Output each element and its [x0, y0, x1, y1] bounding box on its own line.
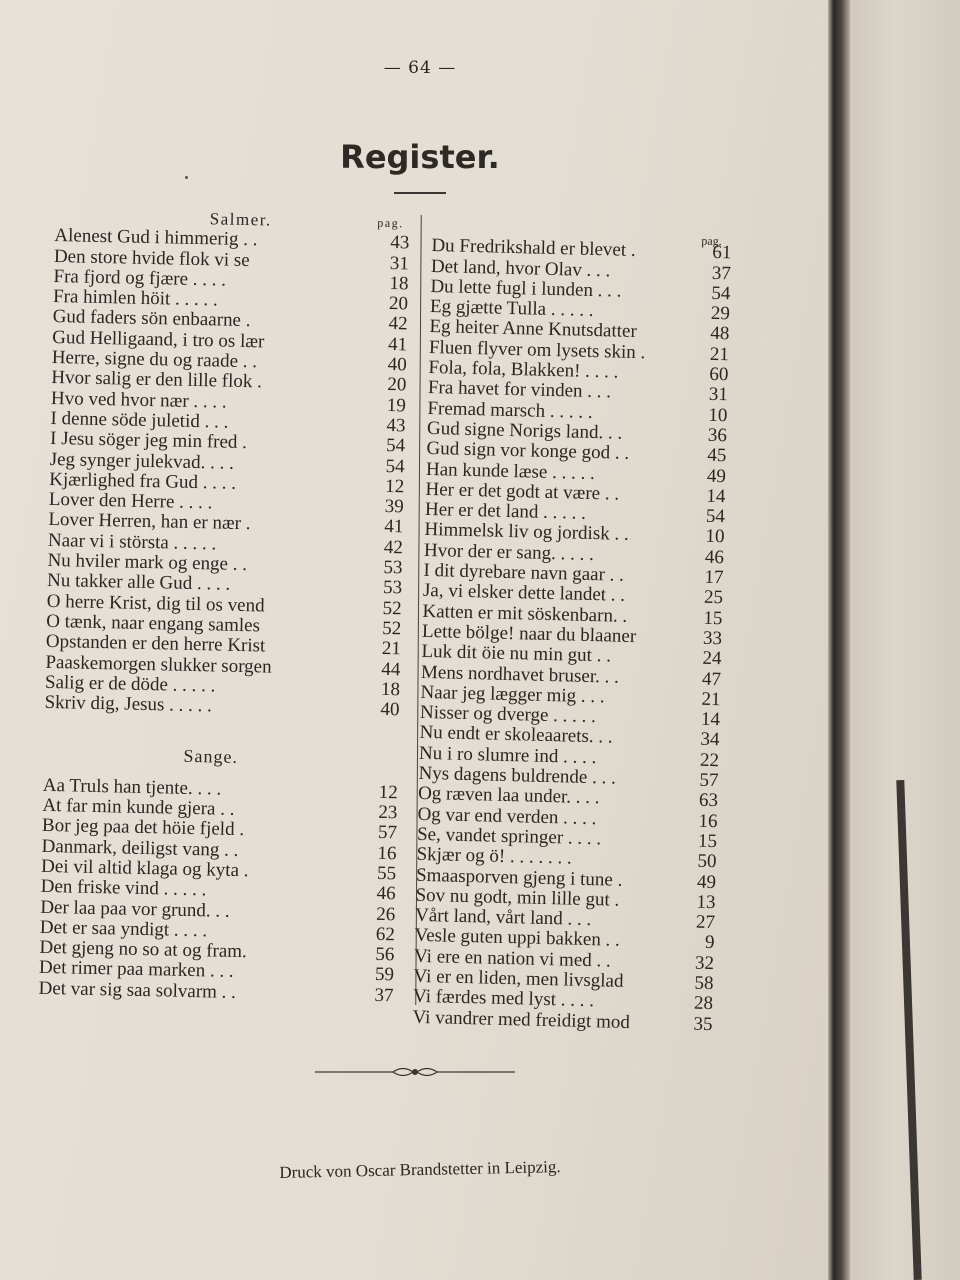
entry-title: Fra himlen höit . . . . . — [52, 286, 218, 311]
entry-page: 46 — [704, 546, 725, 568]
right-list — [412, 236, 731, 1035]
sange-heading: Sange. — [183, 746, 239, 768]
entry-page: 18 — [389, 272, 409, 295]
entry-page: 9 — [704, 932, 715, 954]
entry-page: 27 — [695, 911, 716, 934]
entry-page: 20 — [388, 293, 409, 315]
entry-page: 15 — [697, 830, 718, 853]
entry-page: 13 — [696, 891, 716, 913]
entry-page: 31 — [708, 384, 729, 406]
entry-title: Vi vandrer med freidigt mod — [412, 1006, 631, 1033]
entry-page: 45 — [707, 445, 727, 467]
entry-page: 22 — [699, 749, 720, 771]
entry-page: 49 — [696, 871, 717, 893]
entry-page: 12 — [384, 475, 405, 498]
entry-title: Aa Truls han tjente. . . . — [42, 774, 222, 800]
entry-page: 54 — [705, 505, 726, 528]
entry-page: 58 — [694, 972, 714, 995]
entry-page: 42 — [388, 313, 408, 335]
entry-page: 26 — [376, 903, 396, 925]
entry-page: 14 — [706, 485, 726, 508]
entry-page: 60 — [709, 363, 729, 386]
entry-page: 48 — [710, 323, 730, 345]
entry-page: 42 — [383, 536, 404, 559]
entry-page: 54 — [711, 282, 731, 305]
entry-title: Katten er mit söskenbarn. . — [422, 600, 628, 627]
left-column — [38, 206, 410, 1006]
entry-title: Lette bölge! naar du blaaner — [421, 620, 637, 648]
printer-imprint: Druck von Oscar Brandstetter in Leipzig. — [279, 1157, 561, 1182]
entry-page: 21 — [381, 638, 402, 660]
entry-title: Jeg synger julekvad. . . . — [49, 448, 235, 474]
entry-title: Hvor der er sang. . . . . — [423, 539, 595, 565]
entry-title: Vi ere en nation vi med . . — [413, 945, 612, 972]
entry-page: 21 — [709, 343, 730, 366]
entry-page: 16 — [698, 810, 718, 832]
entry-title: Eg heiter Anne Knutsdatter — [429, 316, 638, 343]
entry-page: 52 — [382, 617, 402, 640]
entry-title: Herre, signe du og raade . . — [51, 347, 258, 373]
entry-title: Kjærlighed fra Gud . . . . — [49, 468, 237, 494]
entry-page: 25 — [703, 587, 724, 609]
entry-page: 61 — [712, 242, 732, 264]
entry-title: Nys dagens buldrende . . . — [418, 762, 617, 789]
entry-page: 46 — [376, 883, 396, 905]
entry-page: 10 — [708, 404, 728, 426]
entry-title: O tænk, naar engang samles — [46, 610, 261, 637]
entry-page: 33 — [702, 627, 723, 650]
entry-page: 31 — [389, 252, 410, 275]
entry-page: 40 — [387, 354, 407, 376]
entry-title: Naar jeg lægger mig . . . — [420, 681, 605, 708]
entry-page: 24 — [702, 647, 722, 670]
entry-title: Skjær og ö! . . . . . . . — [416, 844, 572, 869]
page-title: Register. — [340, 138, 500, 176]
entry-page: 53 — [383, 557, 403, 579]
entry-page: 50 — [697, 850, 717, 873]
salmer-list — [44, 226, 409, 720]
entry-page: 34 — [700, 729, 720, 751]
entry-title: Og var end verden . . . . — [417, 803, 597, 829]
entry-title: Danmark, deiligst vang . . — [41, 835, 239, 861]
entry-title: Vi færdes med lyst . . . . — [412, 986, 595, 1012]
entry-title: Det gjeng no so at og fram. — [39, 936, 248, 963]
entry-page: 32 — [694, 952, 715, 974]
entry-page: 37 — [711, 262, 732, 284]
entry-page: 15 — [703, 607, 723, 629]
entry-title: Lover Herren, han er nær . — [48, 509, 251, 535]
entry-title: Mens nordhavet bruser. . . — [420, 661, 620, 688]
entry-page: 55 — [376, 862, 397, 885]
entry-page: 17 — [704, 566, 724, 589]
entry-title: Gud Helligaand, i tro os lær — [52, 326, 265, 353]
entry-title: Det var sig saa solvarm . . — [38, 977, 237, 1003]
entry-title: Den store hvide flok vi se — [53, 245, 250, 271]
entry-title: Nu endt er skoleaarets. . . — [419, 722, 613, 748]
entry-title: Det land, hvor Olav . . . — [430, 255, 611, 281]
entry-page: 29 — [710, 303, 731, 325]
entry-title: Alenest Gud i himmerig . . — [54, 225, 258, 251]
entry-title: I Jesu söger jeg min fred . — [49, 428, 248, 454]
entry-title: Bor jeg paa det höie fjeld . — [41, 815, 245, 841]
entry-page: 37 — [374, 984, 394, 1006]
entry-title: Nu i ro slumre ind . . . . — [418, 742, 597, 768]
entry-page: 57 — [377, 822, 398, 844]
entry-page: 54 — [385, 435, 406, 457]
entry-page: 63 — [698, 790, 719, 812]
entry-title: Fola, fola, Blakken! . . . . — [428, 357, 619, 383]
entry-title: Det rimer paa marken . . . — [38, 957, 234, 983]
entry-page: 44 — [381, 658, 401, 680]
entry-page: 41 — [384, 516, 404, 538]
entry-page: 53 — [382, 577, 403, 599]
entry-page: 23 — [378, 801, 398, 824]
entry-title: At far min kunde gjera . . — [42, 794, 235, 820]
entry-title: Vesle guten uppi bakken . . — [414, 925, 621, 952]
pag-label: pag. — [377, 215, 404, 231]
entry-title: Naar vi i största . . . . . — [47, 529, 217, 555]
entry-title: Fremad marsch . . . . . — [427, 397, 593, 423]
entry-title: Salig er de döde . . . . . — [44, 671, 216, 697]
entry-page: 57 — [699, 769, 719, 792]
entry-page: 10 — [705, 526, 725, 548]
entry-title: Paaskemorgen slukker sorgen — [45, 651, 272, 678]
entry-page: 16 — [377, 842, 397, 864]
entry-title: Fra havet for vinden . . . — [427, 377, 612, 403]
entry-title: Her er det godt at være . . — [425, 478, 620, 505]
entry-page: 20 — [387, 374, 407, 396]
entry-title: Lover den Herre . . . . — [48, 489, 213, 514]
entry-page: 12 — [378, 781, 399, 804]
pag-label-right: pag. — [701, 233, 722, 249]
entry-page: 35 — [693, 1013, 713, 1035]
entry-title: Vi er en liden, men livsglad — [413, 965, 624, 992]
entry-page: 19 — [386, 394, 407, 417]
entry-title: Nu hviler mark og enge . . — [47, 549, 248, 576]
entry-title: Hvor salig er den lille flok . — [51, 367, 263, 393]
ornament-rule — [315, 1062, 515, 1082]
entry-title: Du lette fugl i lunden . . . — [430, 275, 622, 302]
ink-speck — [185, 176, 188, 179]
entry-title: Smaasporven gjeng i tune . — [415, 864, 623, 891]
entry-title: Du Fredrikshald er blevet . — [431, 235, 636, 262]
entry-title: Vårt land, vårt land . . . — [414, 904, 592, 931]
salmer-heading: Salmer. — [209, 209, 272, 230]
entry-title: Han kunde læse . . . . . — [425, 458, 596, 484]
page-number: — 64 — — [383, 58, 457, 78]
entry-page: 39 — [384, 496, 404, 518]
entry-title: Der laa paa vor grund. . . — [40, 896, 230, 922]
entry-title: Fra fjord og fjære . . . . — [53, 265, 227, 291]
entry-page: 28 — [693, 992, 714, 1015]
entry-title: Fluen flyver om lysets skin . — [428, 336, 646, 364]
entry-title: Den friske vind . . . . . — [40, 876, 207, 901]
entry-title: Opstanden er den herre Krist — [45, 631, 266, 657]
entry-title: Eg gjætte Tulla . . . . . — [429, 296, 594, 322]
entry-page: 47 — [701, 668, 722, 690]
entry-title: Sov nu godt, min lille gut . — [415, 884, 620, 911]
entry-title: Nu takker alle Gud . . . . — [46, 570, 231, 596]
entry-title: I dit dyrebare navn gaar . . — [423, 559, 625, 586]
entry-page: 40 — [380, 699, 400, 721]
right-column — [412, 224, 732, 1035]
entry-title: Nisser og dverge . . . . . — [419, 701, 597, 728]
entry-title: Ja, vi elsker dette landet . . — [422, 580, 626, 607]
entry-title: Se, vandet springer . . . . — [416, 823, 602, 850]
adjacent-page — [850, 0, 960, 1280]
entry-page: 49 — [706, 465, 727, 487]
entry-page: 52 — [382, 597, 402, 619]
entry-title: Gud signe Norigs land. . . — [426, 417, 623, 444]
entry-title: Gud sign vor konge god . . — [426, 438, 630, 465]
entry-page: 41 — [387, 333, 408, 356]
entry-title: Gud faders sön enbaarne . — [52, 306, 251, 332]
entry-title: Dei vil altid klaga og kyta . — [40, 855, 249, 882]
entry-page: 43 — [390, 232, 410, 254]
title-rule — [394, 192, 446, 194]
entry-page: 14 — [700, 708, 721, 731]
entry-page: 43 — [386, 414, 406, 437]
entry-page: 54 — [385, 455, 405, 477]
book-spine — [828, 0, 850, 1280]
entry-page: 59 — [374, 964, 395, 986]
entry-title: Og ræven laa under. . . . — [417, 783, 600, 809]
entry-title: Luk dit öie nu min gut . . — [421, 641, 612, 667]
entry-page: 56 — [375, 943, 395, 966]
entry-page: 36 — [707, 424, 728, 447]
entry-title: Skriv dig, Jesus . . . . . — [44, 692, 213, 717]
entry-title: O herre Krist, dig til os vend — [46, 590, 265, 617]
sange-list — [38, 776, 398, 1007]
entry-page: 62 — [375, 923, 396, 946]
entry-title: Det er saa yndigt . . . . — [39, 916, 208, 942]
entry-title: Hvo ved hvor nær . . . . — [50, 387, 227, 413]
entry-title: Her er det land . . . . . — [424, 499, 587, 524]
entry-title: Himmelsk liv og jordisk . . — [424, 519, 629, 546]
entry-title: I denne söde juletid . . . — [50, 407, 229, 433]
entry-page: 21 — [701, 688, 721, 711]
entry-page: 18 — [380, 678, 401, 701]
